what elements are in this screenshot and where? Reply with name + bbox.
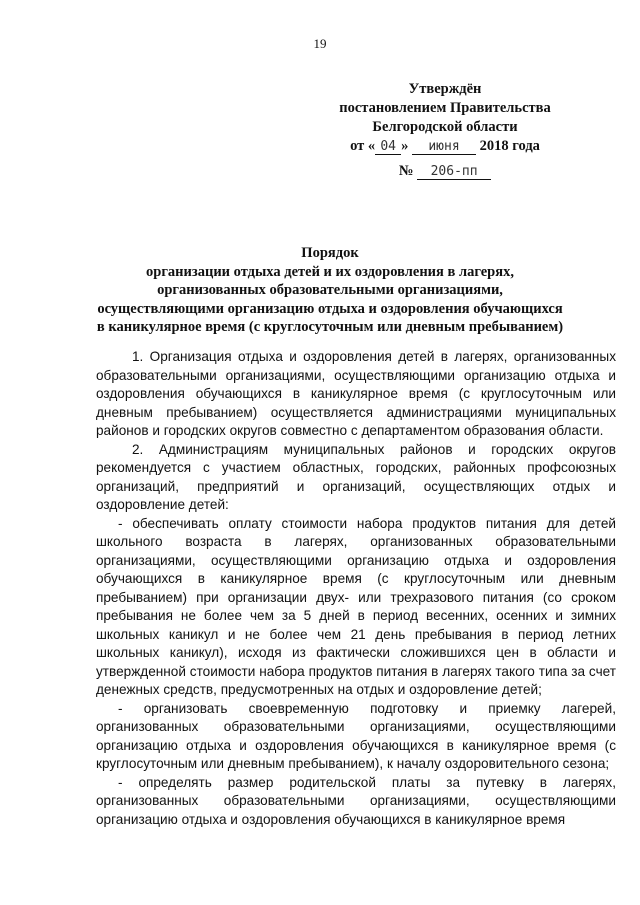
title-line-5: в каникулярное время (с круглосуточным или дневным пребыванием) xyxy=(96,319,564,335)
title-line-4: осуществляющими организацию отдыха и оздоровления обучающихся xyxy=(97,300,563,317)
number-label: № xyxy=(398,163,414,179)
approval-line-1: Утверждён xyxy=(408,81,482,97)
date-month: июня xyxy=(412,139,476,155)
list-item: - обеспечивать оплату стоимости набора продуктов питания для детей школьного возраста в лагерях, организованных образовательными организациями, осуществляющими организацию отдыха и оздоровления обучающихся в каникулярное время (с круглосуточным или дневным пребыванием) при организации двух- или трехразового питания (со сроком пребывания не более чем за 5 дней в период весенних, осенних и зимних школьных каникул и не более чем 21 день пребывания в период летних школьных каникул), исходя из фактически сложившихся цен в области и утвержденной стоимости набора продуктов питания в лагерях такого типа за счет денежных средств, предусмотренных на отдых и оздоровление детей; xyxy=(96,515,616,697)
list-item: - определять размер родительской платы за путевку в лагерях, организованных образовательными организациями, осуществляющими организацию отдыха и оздоровления обучающихся в каникулярное время xyxy=(96,774,616,827)
document-title xyxy=(60,244,600,337)
date-day: 04 xyxy=(375,139,401,155)
approval-line-3: Белгородской области xyxy=(372,119,518,135)
title-line-3: организованных образовательными организациями, xyxy=(157,282,503,298)
date-suffix: 2018 года xyxy=(479,138,540,154)
approval-block xyxy=(330,80,560,181)
document-body xyxy=(96,348,616,829)
number-value: 206-пп xyxy=(417,164,491,180)
date-mid: » xyxy=(401,138,409,154)
document-number xyxy=(330,162,560,181)
paragraph: 1. Организация отдыха и оздоровления детей в лагерях, организованных образовательными организациями, осуществляющими организацию отдыха и оздоровления обучающихся в каникулярное время (с круглосуточным или дневным пребыванием) осуществляется администрациями муниципальных районов и городских округов совместно с департаментом образования области. xyxy=(96,349,616,438)
title-line-1: Порядок xyxy=(301,245,359,261)
paragraph: 2. Администрациям муниципальных районов и городских округов рекомендуется с участием областных, городских, районных профсоюзных организаций, предприятий и организаций, осуществляющих отдых и оздоровление детей: xyxy=(96,441,616,512)
approval-date xyxy=(330,137,560,156)
date-prefix: от « xyxy=(350,138,376,154)
title-line-2: организации отдыха детей и их оздоровления в лагерях, xyxy=(146,263,514,280)
list-item: - организовать своевременную подготовку и приемку лагерей, организованных образовательными организациями, осуществляющими организацию отдыха и оздоровления обучающихся в каникулярное время (с круглосуточным или дневным пребыванием), к началу оздоровительного сезона; xyxy=(96,700,616,771)
approval-line-2: постановлением Правительства xyxy=(339,100,551,116)
page-number: 19 xyxy=(313,36,327,51)
